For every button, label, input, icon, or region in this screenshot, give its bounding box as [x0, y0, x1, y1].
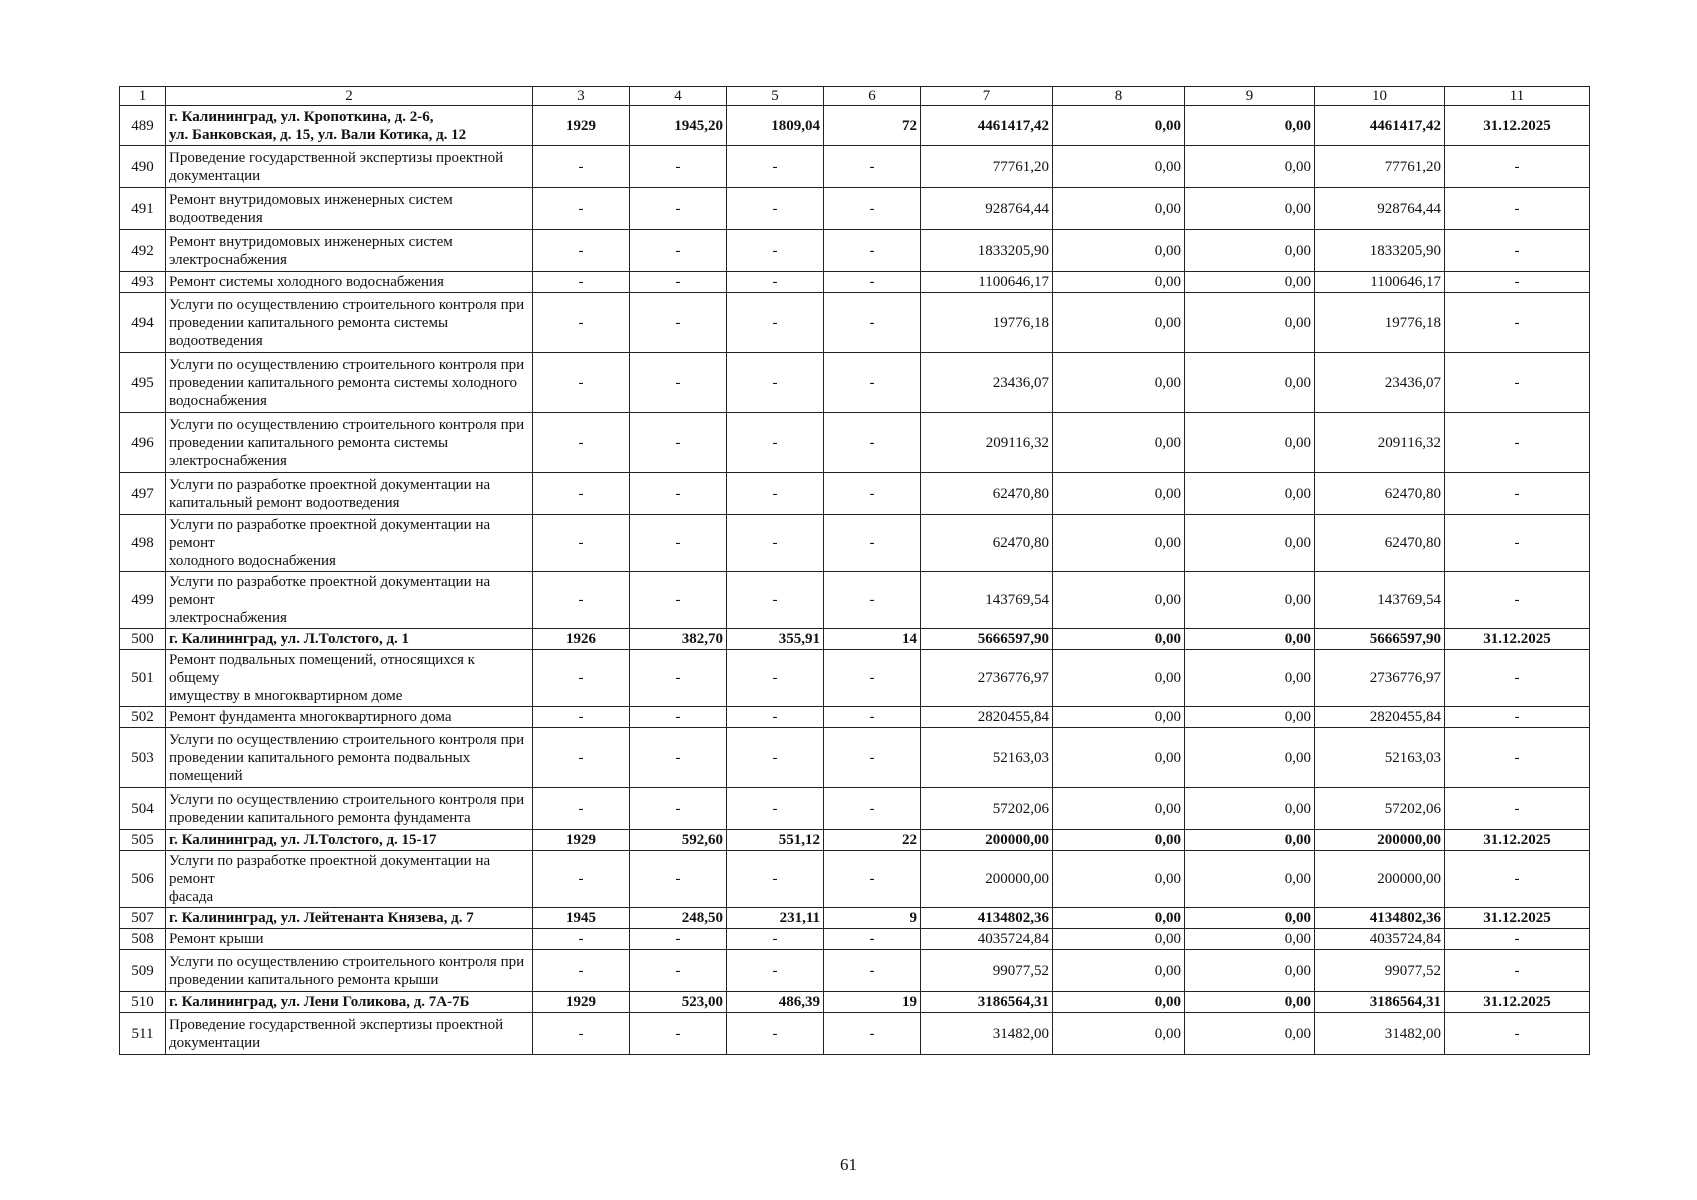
- residents-cell: -: [824, 1013, 921, 1055]
- cost-total-cell: 928764,44: [921, 188, 1053, 230]
- completion-date-cell: -: [1445, 293, 1590, 353]
- cost-total-cell: 4461417,42: [921, 106, 1053, 146]
- total-area-cell: 248,50: [630, 908, 727, 929]
- cost-owners-cell: 4134802,36: [1315, 908, 1445, 929]
- description-cell: Ремонт крыши: [166, 929, 533, 950]
- cost-fund-cell: 0,00: [1053, 908, 1185, 929]
- cost-total-cell: 2820455,84: [921, 707, 1053, 728]
- cost-fund-cell: 0,00: [1053, 413, 1185, 473]
- year-built-cell: -: [533, 572, 630, 629]
- cost-owners-cell: 2736776,97: [1315, 650, 1445, 707]
- col-header: 4: [630, 87, 727, 106]
- residents-cell: -: [824, 473, 921, 515]
- col-header: 2: [166, 87, 533, 106]
- description-cell: Ремонт внутридомовых инженерных систем электроснабжения: [166, 230, 533, 272]
- year-built-cell: 1945: [533, 908, 630, 929]
- total-area-cell: -: [630, 950, 727, 992]
- completion-date-cell: 31.12.2025: [1445, 629, 1590, 650]
- cost-fund-cell: 0,00: [1053, 146, 1185, 188]
- capital-repair-table: [119, 86, 1590, 1055]
- col-header: 5: [727, 87, 824, 106]
- row-number-cell: 507: [120, 908, 166, 929]
- cost-total-cell: 3186564,31: [921, 992, 1053, 1013]
- row-number-cell: 496: [120, 413, 166, 473]
- completion-date-cell: -: [1445, 515, 1590, 572]
- completion-date-cell: -: [1445, 272, 1590, 293]
- total-area-cell: -: [630, 272, 727, 293]
- table-row: [120, 650, 1590, 707]
- cost-other-cell: 0,00: [1185, 293, 1315, 353]
- completion-date-cell: -: [1445, 188, 1590, 230]
- total-area-cell: 523,00: [630, 992, 727, 1013]
- description-cell: Ремонт системы холодного водоснабжения: [166, 272, 533, 293]
- row-number-cell: 491: [120, 188, 166, 230]
- table-row: [120, 293, 1590, 353]
- cost-owners-cell: 62470,80: [1315, 515, 1445, 572]
- cost-other-cell: 0,00: [1185, 788, 1315, 830]
- col-header: 11: [1445, 87, 1590, 106]
- cost-owners-cell: 23436,07: [1315, 353, 1445, 413]
- cost-total-cell: 4134802,36: [921, 908, 1053, 929]
- cost-total-cell: 1833205,90: [921, 230, 1053, 272]
- completion-date-cell: 31.12.2025: [1445, 106, 1590, 146]
- completion-date-cell: 31.12.2025: [1445, 830, 1590, 851]
- row-number-cell: 498: [120, 515, 166, 572]
- living-area-cell: -: [727, 272, 824, 293]
- cost-owners-cell: 4461417,42: [1315, 106, 1445, 146]
- table-row: [120, 929, 1590, 950]
- cost-other-cell: 0,00: [1185, 413, 1315, 473]
- description-cell: Услуги по осуществлению строительного контроля при проведении капитального ремонта крыши: [166, 950, 533, 992]
- completion-date-cell: -: [1445, 572, 1590, 629]
- cost-other-cell: 0,00: [1185, 830, 1315, 851]
- description-cell: Услуги по разработке проектной документации на капитальный ремонт водоотведения: [166, 473, 533, 515]
- residents-cell: -: [824, 707, 921, 728]
- table-row: [120, 353, 1590, 413]
- residents-cell: -: [824, 272, 921, 293]
- residents-cell: 9: [824, 908, 921, 929]
- cost-other-cell: 0,00: [1185, 929, 1315, 950]
- cost-fund-cell: 0,00: [1053, 788, 1185, 830]
- cost-total-cell: 62470,80: [921, 473, 1053, 515]
- cost-other-cell: 0,00: [1185, 707, 1315, 728]
- living-area-cell: -: [727, 788, 824, 830]
- cost-owners-cell: 200000,00: [1315, 851, 1445, 908]
- year-built-cell: -: [533, 188, 630, 230]
- total-area-cell: -: [630, 146, 727, 188]
- living-area-cell: -: [727, 728, 824, 788]
- cost-other-cell: 0,00: [1185, 515, 1315, 572]
- table-row: [120, 272, 1590, 293]
- cost-total-cell: 1100646,17: [921, 272, 1053, 293]
- cost-fund-cell: 0,00: [1053, 992, 1185, 1013]
- year-built-cell: -: [533, 851, 630, 908]
- cost-owners-cell: 1833205,90: [1315, 230, 1445, 272]
- cost-other-cell: 0,00: [1185, 353, 1315, 413]
- total-area-cell: -: [630, 1013, 727, 1055]
- total-area-cell: -: [630, 413, 727, 473]
- residents-cell: 14: [824, 629, 921, 650]
- year-built-cell: 1926: [533, 629, 630, 650]
- completion-date-cell: -: [1445, 788, 1590, 830]
- cost-total-cell: 2736776,97: [921, 650, 1053, 707]
- cost-other-cell: 0,00: [1185, 851, 1315, 908]
- cost-fund-cell: 0,00: [1053, 572, 1185, 629]
- cost-other-cell: 0,00: [1185, 572, 1315, 629]
- cost-fund-cell: 0,00: [1053, 515, 1185, 572]
- row-number-cell: 506: [120, 851, 166, 908]
- description-cell: Услуги по разработке проектной документации на ремонт холодного водоснабжения: [166, 515, 533, 572]
- residents-cell: -: [824, 353, 921, 413]
- cost-total-cell: 99077,52: [921, 950, 1053, 992]
- year-built-cell: -: [533, 413, 630, 473]
- description-cell: Проведение государственной экспертизы проектной документации: [166, 146, 533, 188]
- table-row: [120, 629, 1590, 650]
- completion-date-cell: -: [1445, 413, 1590, 473]
- living-area-cell: 1809,04: [727, 106, 824, 146]
- living-area-cell: -: [727, 650, 824, 707]
- cost-fund-cell: 0,00: [1053, 293, 1185, 353]
- residents-cell: -: [824, 851, 921, 908]
- cost-other-cell: 0,00: [1185, 728, 1315, 788]
- description-cell: Услуги по разработке проектной документации на ремонт электроснабжения: [166, 572, 533, 629]
- column-number-row: [120, 87, 1590, 106]
- description-cell: г. Калининград, ул. Лени Голикова, д. 7А-7Б: [166, 992, 533, 1013]
- total-area-cell: -: [630, 473, 727, 515]
- completion-date-cell: -: [1445, 851, 1590, 908]
- table-row: [120, 413, 1590, 473]
- cost-total-cell: 19776,18: [921, 293, 1053, 353]
- living-area-cell: -: [727, 293, 824, 353]
- year-built-cell: -: [533, 146, 630, 188]
- total-area-cell: -: [630, 929, 727, 950]
- row-number-cell: 500: [120, 629, 166, 650]
- cost-other-cell: 0,00: [1185, 230, 1315, 272]
- total-area-cell: -: [630, 353, 727, 413]
- description-cell: г. Калининград, ул. Лейтенанта Князева, д. 7: [166, 908, 533, 929]
- cost-other-cell: 0,00: [1185, 1013, 1315, 1055]
- cost-fund-cell: 0,00: [1053, 473, 1185, 515]
- cost-other-cell: 0,00: [1185, 106, 1315, 146]
- residents-cell: -: [824, 650, 921, 707]
- cost-owners-cell: 62470,80: [1315, 473, 1445, 515]
- description-cell: г. Калининград, ул. Л.Толстого, д. 15-17: [166, 830, 533, 851]
- row-number-cell: 499: [120, 572, 166, 629]
- cost-total-cell: 5666597,90: [921, 629, 1053, 650]
- row-number-cell: 492: [120, 230, 166, 272]
- row-number-cell: 501: [120, 650, 166, 707]
- row-number-cell: 510: [120, 992, 166, 1013]
- cost-total-cell: 209116,32: [921, 413, 1053, 473]
- description-cell: Услуги по осуществлению строительного контроля при проведении капитального ремонта подвальных помещений: [166, 728, 533, 788]
- living-area-cell: -: [727, 950, 824, 992]
- cost-owners-cell: 99077,52: [1315, 950, 1445, 992]
- cost-total-cell: 143769,54: [921, 572, 1053, 629]
- cost-fund-cell: 0,00: [1053, 950, 1185, 992]
- description-cell: Ремонт фундамента многоквартирного дома: [166, 707, 533, 728]
- cost-owners-cell: 31482,00: [1315, 1013, 1445, 1055]
- col-header: 6: [824, 87, 921, 106]
- cost-fund-cell: 0,00: [1053, 728, 1185, 788]
- table-row: [120, 1013, 1590, 1055]
- table-row: [120, 230, 1590, 272]
- total-area-cell: -: [630, 572, 727, 629]
- cost-total-cell: 200000,00: [921, 851, 1053, 908]
- table-row: [120, 992, 1590, 1013]
- cost-owners-cell: 4035724,84: [1315, 929, 1445, 950]
- cost-other-cell: 0,00: [1185, 650, 1315, 707]
- residents-cell: -: [824, 293, 921, 353]
- cost-owners-cell: 57202,06: [1315, 788, 1445, 830]
- year-built-cell: -: [533, 929, 630, 950]
- row-number-cell: 497: [120, 473, 166, 515]
- completion-date-cell: -: [1445, 650, 1590, 707]
- residents-cell: -: [824, 413, 921, 473]
- total-area-cell: 382,70: [630, 629, 727, 650]
- description-cell: Услуги по осуществлению строительного контроля при проведении капитального ремонта фундамента: [166, 788, 533, 830]
- row-number-cell: 493: [120, 272, 166, 293]
- year-built-cell: -: [533, 1013, 630, 1055]
- description-cell: Услуги по разработке проектной документации на ремонт фасада: [166, 851, 533, 908]
- description-cell: Ремонт внутридомовых инженерных систем водоотведения: [166, 188, 533, 230]
- col-header: 9: [1185, 87, 1315, 106]
- cost-owners-cell: 209116,32: [1315, 413, 1445, 473]
- living-area-cell: -: [727, 572, 824, 629]
- living-area-cell: 486,39: [727, 992, 824, 1013]
- cost-fund-cell: 0,00: [1053, 230, 1185, 272]
- year-built-cell: -: [533, 728, 630, 788]
- cost-owners-cell: 5666597,90: [1315, 629, 1445, 650]
- cost-fund-cell: 0,00: [1053, 629, 1185, 650]
- living-area-cell: -: [727, 146, 824, 188]
- col-header: 1: [120, 87, 166, 106]
- completion-date-cell: -: [1445, 950, 1590, 992]
- table-row: [120, 146, 1590, 188]
- living-area-cell: 551,12: [727, 830, 824, 851]
- total-area-cell: -: [630, 728, 727, 788]
- cost-total-cell: 4035724,84: [921, 929, 1053, 950]
- table-row: [120, 515, 1590, 572]
- page-number: 61: [840, 1155, 857, 1174]
- year-built-cell: 1929: [533, 106, 630, 146]
- cost-owners-cell: 200000,00: [1315, 830, 1445, 851]
- residents-cell: -: [824, 188, 921, 230]
- table-row: [120, 188, 1590, 230]
- total-area-cell: -: [630, 515, 727, 572]
- table-row: [120, 950, 1590, 992]
- row-number-cell: 489: [120, 106, 166, 146]
- col-header: 7: [921, 87, 1053, 106]
- row-number-cell: 494: [120, 293, 166, 353]
- cost-fund-cell: 0,00: [1053, 188, 1185, 230]
- residents-cell: 22: [824, 830, 921, 851]
- cost-owners-cell: 52163,03: [1315, 728, 1445, 788]
- description-cell: Проведение государственной экспертизы проектной документации: [166, 1013, 533, 1055]
- cost-other-cell: 0,00: [1185, 146, 1315, 188]
- total-area-cell: -: [630, 650, 727, 707]
- cost-other-cell: 0,00: [1185, 188, 1315, 230]
- col-header: 3: [533, 87, 630, 106]
- year-built-cell: 1929: [533, 830, 630, 851]
- completion-date-cell: 31.12.2025: [1445, 908, 1590, 929]
- cost-total-cell: 200000,00: [921, 830, 1053, 851]
- completion-date-cell: -: [1445, 1013, 1590, 1055]
- residents-cell: 72: [824, 106, 921, 146]
- cost-owners-cell: 143769,54: [1315, 572, 1445, 629]
- row-number-cell: 495: [120, 353, 166, 413]
- living-area-cell: -: [727, 851, 824, 908]
- completion-date-cell: -: [1445, 728, 1590, 788]
- cost-owners-cell: 1100646,17: [1315, 272, 1445, 293]
- row-number-cell: 508: [120, 929, 166, 950]
- year-built-cell: -: [533, 788, 630, 830]
- completion-date-cell: -: [1445, 707, 1590, 728]
- cost-other-cell: 0,00: [1185, 272, 1315, 293]
- living-area-cell: -: [727, 230, 824, 272]
- row-number-cell: 509: [120, 950, 166, 992]
- cost-total-cell: 23436,07: [921, 353, 1053, 413]
- living-area-cell: -: [727, 515, 824, 572]
- cost-fund-cell: 0,00: [1053, 1013, 1185, 1055]
- cost-total-cell: 31482,00: [921, 1013, 1053, 1055]
- year-built-cell: -: [533, 353, 630, 413]
- living-area-cell: -: [727, 353, 824, 413]
- year-built-cell: -: [533, 272, 630, 293]
- table-row: [120, 851, 1590, 908]
- cost-total-cell: 62470,80: [921, 515, 1053, 572]
- cost-owners-cell: 3186564,31: [1315, 992, 1445, 1013]
- row-number-cell: 511: [120, 1013, 166, 1055]
- total-area-cell: 1945,20: [630, 106, 727, 146]
- table-row: [120, 908, 1590, 929]
- table-row: [120, 788, 1590, 830]
- residents-cell: -: [824, 950, 921, 992]
- cost-total-cell: 77761,20: [921, 146, 1053, 188]
- living-area-cell: -: [727, 188, 824, 230]
- table-row: [120, 473, 1590, 515]
- cost-fund-cell: 0,00: [1053, 929, 1185, 950]
- cost-other-cell: 0,00: [1185, 950, 1315, 992]
- total-area-cell: 592,60: [630, 830, 727, 851]
- year-built-cell: -: [533, 707, 630, 728]
- completion-date-cell: -: [1445, 230, 1590, 272]
- table-row: [120, 106, 1590, 146]
- cost-total-cell: 57202,06: [921, 788, 1053, 830]
- residents-cell: -: [824, 788, 921, 830]
- cost-fund-cell: 0,00: [1053, 851, 1185, 908]
- table-row: [120, 728, 1590, 788]
- residents-cell: -: [824, 572, 921, 629]
- cost-fund-cell: 0,00: [1053, 830, 1185, 851]
- residents-cell: -: [824, 515, 921, 572]
- year-built-cell: -: [533, 650, 630, 707]
- description-cell: Услуги по осуществлению строительного контроля при проведении капитального ремонта системы холодного водоснабжения: [166, 353, 533, 413]
- description-cell: Услуги по осуществлению строительного контроля при проведении капитального ремонта системы электроснабжения: [166, 413, 533, 473]
- total-area-cell: -: [630, 230, 727, 272]
- cost-total-cell: 52163,03: [921, 728, 1053, 788]
- description-cell: г. Калининград, ул. Кропоткина, д. 2-6, ул. Банковская, д. 15, ул. Вали Котика, д. 12: [166, 106, 533, 146]
- living-area-cell: 355,91: [727, 629, 824, 650]
- table-row: [120, 572, 1590, 629]
- description-cell: г. Калининград, ул. Л.Толстого, д. 1: [166, 629, 533, 650]
- row-number-cell: 490: [120, 146, 166, 188]
- cost-fund-cell: 0,00: [1053, 707, 1185, 728]
- cost-other-cell: 0,00: [1185, 908, 1315, 929]
- living-area-cell: -: [727, 1013, 824, 1055]
- living-area-cell: -: [727, 929, 824, 950]
- description-cell: Услуги по осуществлению строительного контроля при проведении капитального ремонта системы водоотведения: [166, 293, 533, 353]
- col-header: 8: [1053, 87, 1185, 106]
- cost-other-cell: 0,00: [1185, 473, 1315, 515]
- row-number-cell: 503: [120, 728, 166, 788]
- year-built-cell: -: [533, 293, 630, 353]
- living-area-cell: -: [727, 413, 824, 473]
- row-number-cell: 504: [120, 788, 166, 830]
- description-cell: Ремонт подвальных помещений, относящихся к общему имуществу в многоквартирном доме: [166, 650, 533, 707]
- row-number-cell: 505: [120, 830, 166, 851]
- cost-fund-cell: 0,00: [1053, 106, 1185, 146]
- residents-cell: 19: [824, 992, 921, 1013]
- col-header: 10: [1315, 87, 1445, 106]
- year-built-cell: -: [533, 515, 630, 572]
- cost-other-cell: 0,00: [1185, 992, 1315, 1013]
- total-area-cell: -: [630, 188, 727, 230]
- year-built-cell: -: [533, 230, 630, 272]
- completion-date-cell: 31.12.2025: [1445, 992, 1590, 1013]
- residents-cell: -: [824, 230, 921, 272]
- residents-cell: -: [824, 929, 921, 950]
- cost-fund-cell: 0,00: [1053, 272, 1185, 293]
- cost-owners-cell: 19776,18: [1315, 293, 1445, 353]
- cost-fund-cell: 0,00: [1053, 353, 1185, 413]
- completion-date-cell: -: [1445, 146, 1590, 188]
- cost-owners-cell: 928764,44: [1315, 188, 1445, 230]
- living-area-cell: 231,11: [727, 908, 824, 929]
- completion-date-cell: -: [1445, 473, 1590, 515]
- cost-owners-cell: 77761,20: [1315, 146, 1445, 188]
- row-number-cell: 502: [120, 707, 166, 728]
- residents-cell: -: [824, 728, 921, 788]
- year-built-cell: -: [533, 950, 630, 992]
- cost-fund-cell: 0,00: [1053, 650, 1185, 707]
- table-row: [120, 707, 1590, 728]
- cost-owners-cell: 2820455,84: [1315, 707, 1445, 728]
- total-area-cell: -: [630, 293, 727, 353]
- living-area-cell: -: [727, 707, 824, 728]
- total-area-cell: -: [630, 851, 727, 908]
- living-area-cell: -: [727, 473, 824, 515]
- year-built-cell: -: [533, 473, 630, 515]
- total-area-cell: -: [630, 788, 727, 830]
- completion-date-cell: -: [1445, 929, 1590, 950]
- year-built-cell: 1929: [533, 992, 630, 1013]
- table-row: [120, 830, 1590, 851]
- total-area-cell: -: [630, 707, 727, 728]
- completion-date-cell: -: [1445, 353, 1590, 413]
- residents-cell: -: [824, 146, 921, 188]
- cost-other-cell: 0,00: [1185, 629, 1315, 650]
